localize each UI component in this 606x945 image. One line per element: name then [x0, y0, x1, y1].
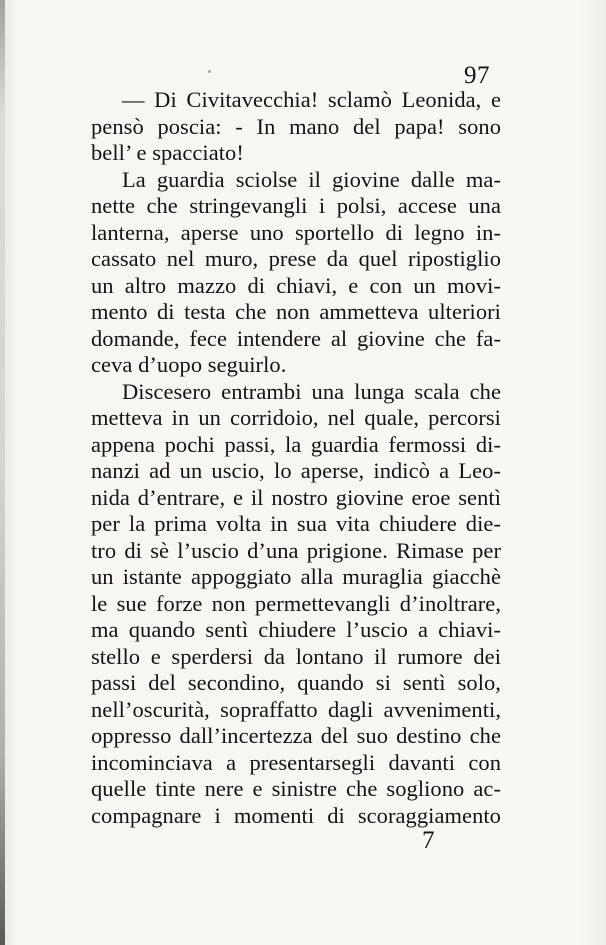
page-binding-edge [0, 0, 5, 945]
text-line-16: nida d’entrare, e il nostro giovine eroe sentì [91, 484, 501, 510]
text-line-12: Discesero entrambi una lunga scala che [122, 378, 501, 404]
text-line-5: nette che stringevangli i polsi, accese una [91, 193, 501, 218]
text-line-19: un istante appoggiato alla muraglia giacchè [91, 564, 501, 589]
text-line-22: stello e sperdersi da lontano il rumore dei [91, 643, 501, 669]
text-line-8: un altro mazzo di chiavi, e con un movi- [91, 272, 501, 298]
body-text [91, 87, 501, 829]
text-line-11: ceva d’uopo seguirlo. [91, 352, 287, 377]
text-line-6: lanterna, aperse uno sportello di legno in- [91, 219, 501, 245]
text-line-1: — Di Civitavecchia! sclamò Leonida, e [122, 87, 501, 112]
text-line-28: compagnare i momenti di scoraggiamento [91, 802, 501, 828]
text-line-20: le sue forze non permettevangli d’inoltrare, [91, 590, 501, 616]
text-line-14: appena pochi passi, la guardia fermossi di- [91, 431, 501, 457]
text-line-2: pensò poscia: - In mano del papa! sono [91, 113, 501, 139]
text-line-17: per la prima volta in sua vita chiudere die- [91, 511, 501, 536]
text-line-15: nanzi ad un uscio, lo aperse, indicò a Leo- [91, 458, 501, 483]
text-line-21: ma quando sentì chiudere l’uscio a chiavi- [91, 617, 501, 642]
text-line-10: domande, fece intendere al giovine che fa- [91, 325, 501, 351]
text-line-9: mento di testa che non ammetteva ulteriori [91, 299, 501, 324]
text-line-25: oppresso dall’incertezza del suo destino che [91, 723, 501, 748]
text-line-3: bell’ e spacciato! [91, 140, 244, 165]
text-line-13: metteva in un corridoio, nel quale, percorsi [91, 405, 501, 430]
text-line-7: cassato nel muro, prese da quel ripostiglio [91, 246, 501, 271]
paper-speck [208, 70, 211, 73]
text-line-4: La guardia sciolse il giovine dalle ma- [122, 166, 501, 192]
page-number: 97 [464, 62, 490, 89]
text-line-26: incominciava a presentarsegli davanti con [91, 749, 501, 775]
text-line-27: quelle tinte nere e sinistre che sogliono ac- [91, 776, 501, 801]
signature-mark: 7 [422, 827, 435, 854]
text-line-24: nell’oscurità, sopraffatto dagli avvenimenti, [91, 696, 501, 722]
text-line-18: tro di sè l’uscio d’una prigione. Rimase per [91, 537, 501, 563]
text-line-23: passi del secondino, quando si sentì solo, [91, 670, 501, 695]
